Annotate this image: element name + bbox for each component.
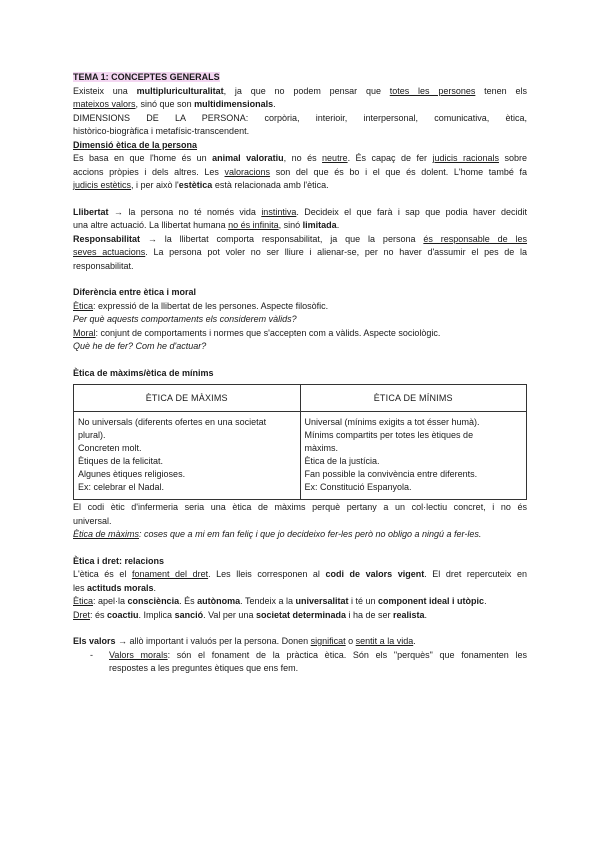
minims-item: Universal (mínims exigits a tot ésser humà). bbox=[304, 417, 480, 427]
dret-characteristics: Dret: és coactiu. Implica sanció. Val per una societat determinada i ha de ser realista. bbox=[73, 609, 428, 620]
list-dash: - bbox=[90, 649, 93, 660]
maxims-item: plural). bbox=[78, 430, 106, 440]
codi-note-line-1: El codi ètic d'infermeria seria una ètica de màxims perquè pertany a un col·lectiu concret, i no és bbox=[73, 502, 527, 512]
maxims-item: No universals (diferents ofertes en una societat bbox=[78, 417, 267, 427]
table-cell-minims bbox=[300, 412, 527, 500]
maxims-minims-table bbox=[73, 384, 527, 500]
table-cell-maxims bbox=[74, 412, 301, 500]
codi-note-line-2: universal. bbox=[73, 515, 112, 526]
responsabilitat-line-1: Responsabilitat → la llibertat comporta responsabilitat, ja que la persona és responsable de les bbox=[73, 233, 528, 244]
table-header-minims: ÈTICA DE MÍNIMS bbox=[300, 385, 527, 412]
maxims-item: Ex: celebrar el Nadal. bbox=[78, 482, 165, 492]
dret-line-1: L'ètica és el fonament del dret. Les lleis corresponen al codi de valors vigent. El dret repercuteix en bbox=[73, 569, 527, 579]
maxims-item: Concreten molt. bbox=[78, 443, 142, 453]
valors-morals-line-1: Valors morals: són el fonament de la pràctica ètica. Són els "perquès" que fonamenten les bbox=[109, 649, 527, 660]
valors-morals-line-2: respostes a les preguntes ètiques que ens fem. bbox=[109, 663, 299, 673]
dimensions-line-1: DIMENSIONS DE LA PERSONA: corpòria, interioir, interpersonal, comunicativa, ètica, bbox=[73, 112, 527, 123]
list-item bbox=[90, 649, 527, 676]
llibertat-line-2: una altre actuació. La llibertat humana no és infinita, sinó limitada. bbox=[73, 220, 340, 230]
minims-item: Mínims compartits per totes les ètiques de bbox=[304, 430, 474, 440]
section-heading-diferencia: Diferència entre ètica i moral bbox=[73, 287, 197, 297]
minims-item: màxims. bbox=[304, 443, 338, 453]
maxims-example: Ètica de màxims: coses que a mi em fan feliç i que jo decideixo fer-les però no obligo a ningú a fer-les. bbox=[73, 529, 482, 539]
dimensio-line-3: judicis estètics, i per això l'estètica està relacionada amb l'ètica. bbox=[73, 180, 329, 190]
intro-line-2: mateixos valors, sinó que son multidimensionals. bbox=[73, 99, 276, 109]
document-body bbox=[73, 71, 527, 676]
moral-question: Què he de fer? Com he d'actuar? bbox=[73, 341, 207, 351]
responsabilitat-line-3: responsabilitat. bbox=[73, 260, 134, 271]
dimensio-line-2: accions pròpies i dels altres. Les valoracions son del que és bo i el que és dolent. L'home també fa bbox=[73, 166, 527, 177]
minims-item: Fan possible la convivència entre diferents. bbox=[304, 469, 478, 479]
minims-item: Ètica de la justícia. bbox=[304, 456, 380, 466]
minims-item: Ex: Constitució Espanyola. bbox=[304, 482, 412, 492]
dimensio-line-1: Es basa en que l'home és un animal valoratiu, no és neutre. És capaç de fer judicis racionals sobre bbox=[73, 153, 527, 163]
section-heading-dimensio: Dimensió ètica de la persona bbox=[73, 139, 198, 150]
table-header-maxims: ÈTICA DE MÀXIMS bbox=[74, 385, 301, 412]
page-title: TEMA 1: CONCEPTES GENERALS bbox=[73, 72, 220, 82]
maxims-item: Algunes ètiques religioses. bbox=[78, 469, 186, 479]
section-heading-maxims: Ètica de màxims/ètica de mínims bbox=[73, 367, 214, 378]
etica-characteristics: Ètica: apel·la consciència. És autònoma. Tendeix a la universalitat i té un component ideal i utòpic. bbox=[73, 596, 487, 606]
intro-line-1: Existeix una multipluriculturalitat, ja que no podem pensar que totes les persones tenen els bbox=[73, 85, 527, 96]
maxims-item: Ètiques de la felicitat. bbox=[78, 456, 164, 466]
valors-definition: Els valors → allò important i valuós per la persona. Donen significat o sentit a la vida. bbox=[73, 636, 416, 646]
dimensions-line-2: històrico-biogràfica i metafísic-transcendent. bbox=[73, 126, 250, 136]
etica-definition: Ètica: expressió de la llibertat de les persones. Aspecte filosòfic. bbox=[73, 300, 329, 311]
section-heading-dret: Ètica i dret: relacions bbox=[73, 555, 165, 566]
llibertat-line-1: Llibertat → la persona no té només vida instintiva. Decideix el que farà i sap que podia haver decidit bbox=[73, 206, 527, 217]
etica-question: Per què aquests comportaments els considerem vàlids? bbox=[73, 314, 297, 324]
responsabilitat-line-2: seves actuacions. La persona pot voler no ser lliure i alienar-se, per no haver d'assumir el pes de la bbox=[73, 247, 527, 257]
valors-list bbox=[73, 649, 527, 676]
moral-definition: Moral: conjunt de comportaments i normes que s'accepten com a vàlids. Aspecte sociològic. bbox=[73, 327, 441, 338]
dret-line-2: les actituds morals. bbox=[73, 582, 157, 593]
